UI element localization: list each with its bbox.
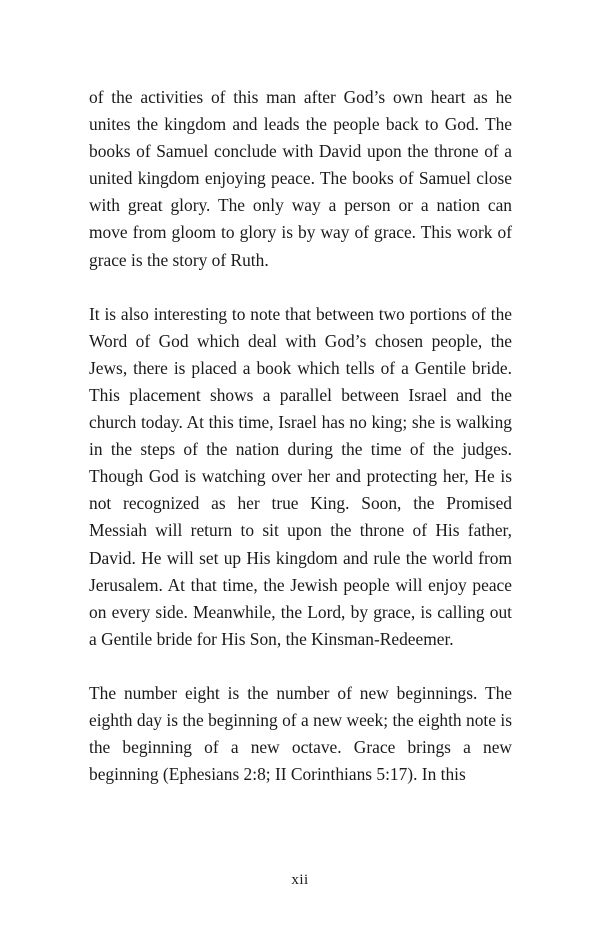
page-body: [89, 84, 512, 815]
paragraph-2: It is also interesting to note that between two portions of the Word of God which deal with God’s chosen people, the Jews, there is placed a book which tells of a Gentile bride. This placement shows a parallel between Israel and the church today. At this time, Israel has no king; she is walking in the steps of the nation during the time of the judges. Though God is watching over her and protecting her, He is not recognized as her true King. Soon, the Promised Messiah will return to sit upon the throne of His father, David. He will set up His kingdom and rule the world from Jerusalem. At that time, the Jewish people will enjoy peace on every side. Meanwhile, the Lord, by grace, is calling out a Gentile bride for His Son, the Kinsman-Redeemer.: [89, 303, 512, 649]
paragraph-1: of the activities of this man after God’s own heart as he unites the kingdom and leads the people back to God. The books of Samuel conclude with David upon the throne of a united kingdom enjoying peace. The books of Samuel close with great glory. The only way a person or a nation can move from gloom to glory is by way of grace. This work of grace is the story of Ruth.: [89, 87, 512, 270]
page-number: xii: [291, 872, 309, 888]
paragraph-3: The number eight is the number of new beginnings. The eighth day is the beginning of a new week; the eighth note is the beginning of a new octave. Grace brings a new beginning (Ephesians 2:8; II Corinthians 5:17). In this: [89, 682, 512, 785]
